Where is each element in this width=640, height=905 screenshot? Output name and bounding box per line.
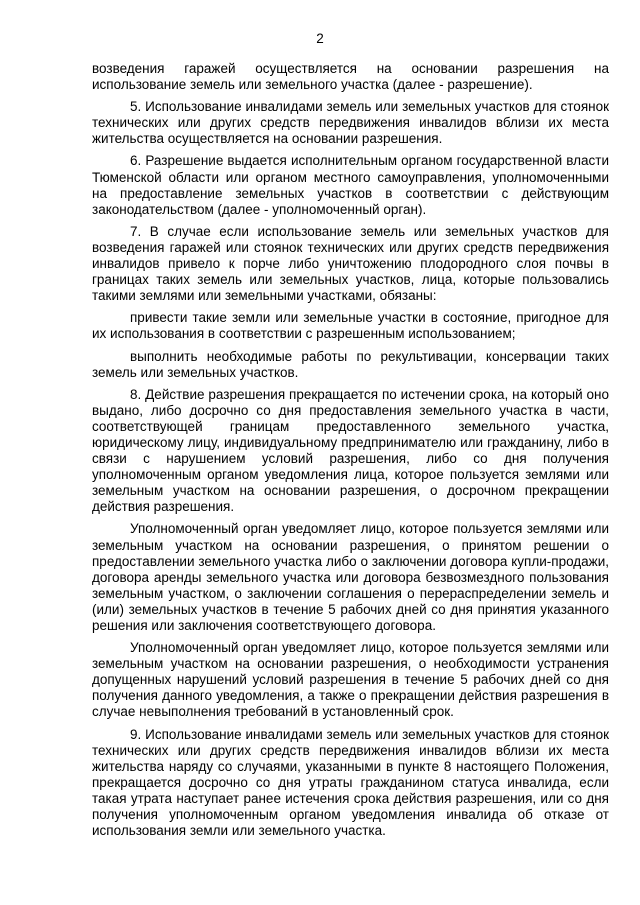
paragraph-item-9: 9. Использование инвалидами земель или земельных участков для стоянок технических или других средств передвижения инвалидов вблизи их места жительства наряду со случаями, указанными в пункте 8 настоящего Положения, прекращается досрочно со дня утраты гражданином статуса инвалида, если такая утрата наступает ранее истечения срока действия разрешения, или со дня получения уполномоченным органом уведомления инвалида об отказе от использования земли или земельного участка. [92,726,609,839]
paragraph-notification-decision: Уполномоченный орган уведомляет лицо, которое пользуется землями или земельным участком на основании разрешения, о принятом решении о предоставлении земельного участка либо о заключении договора купли-продажи, договора аренды земельного участка или договора безвозмездного пользования земельным участком, о заключении соглашения о перераспределении земель и (или) земельных участков в течение 5 рабочих дней со дня принятия указанного решения или заключения соответствующего договора. [92,521,609,633]
paragraph-item-6: 6. Разрешение выдается исполнительным органом государственной власти Тюменской области или органом местного самоуправления, уполномоченными на предоставление земельных участков в соответствии с действующим законодательством (далее - уполномоченный орган). [92,153,609,217]
paragraph-obligation-recultivation: выполнить необходимые работы по рекультивации, консервации таких земель или земельных участков. [92,348,609,380]
paragraph-obligation-restore: привести такие земли или земельные участки в состояние, пригодное для их использования в соответствии с разрешенным использованием; [92,310,609,342]
paragraph-item-5: 5. Использование инвалидами земель или земельных участков для стоянок технических или других средств передвижения инвалидов вблизи их места жительства осуществляется на основании разрешения. [92,99,609,147]
document-body [92,61,609,845]
paragraph-item-7: 7. В случае если использование земель или земельных участков для возведения гаражей или стоянок технических или других средств передвижения инвалидов привело к порче либо уничтожению плодородного слоя почвы в границах таких земель или земельных участков, лица, которые пользовались такими землями или земельными участками, обязаны: [92,223,609,304]
paragraph-item-8: 8. Действие разрешения прекращается по истечении срока, на который оно выдано, либо досрочно со дня предоставления земельного участка в части, соответствующей границам предоставленного земельного участка, юридическому лицу, индивидуальному предпринимателю или гражданину, либо в связи с нарушением условий разрешения, либо со дня получения уполномоченным органом уведомления лица, которое пользуется землями или земельным участком на основании разрешения, о досрочном прекращении действия разрешения. [92,386,609,515]
paragraph-notification-violations: Уполномоченный орган уведомляет лицо, которое пользуется землями или земельным участком на основании разрешения, о необходимости устранения допущенных нарушений условий разрешения в течение 5 рабочих дней со дня получения данного уведомления, а также о прекращении действия разрешения в случае невыполнения требований в установленный срок. [92,640,609,720]
paragraph-continuation: возведения гаражей осуществляется на основании разрешения на использование земель или земельного участка (далее - разрешение). [92,61,609,93]
page-number: 2 [316,31,324,46]
